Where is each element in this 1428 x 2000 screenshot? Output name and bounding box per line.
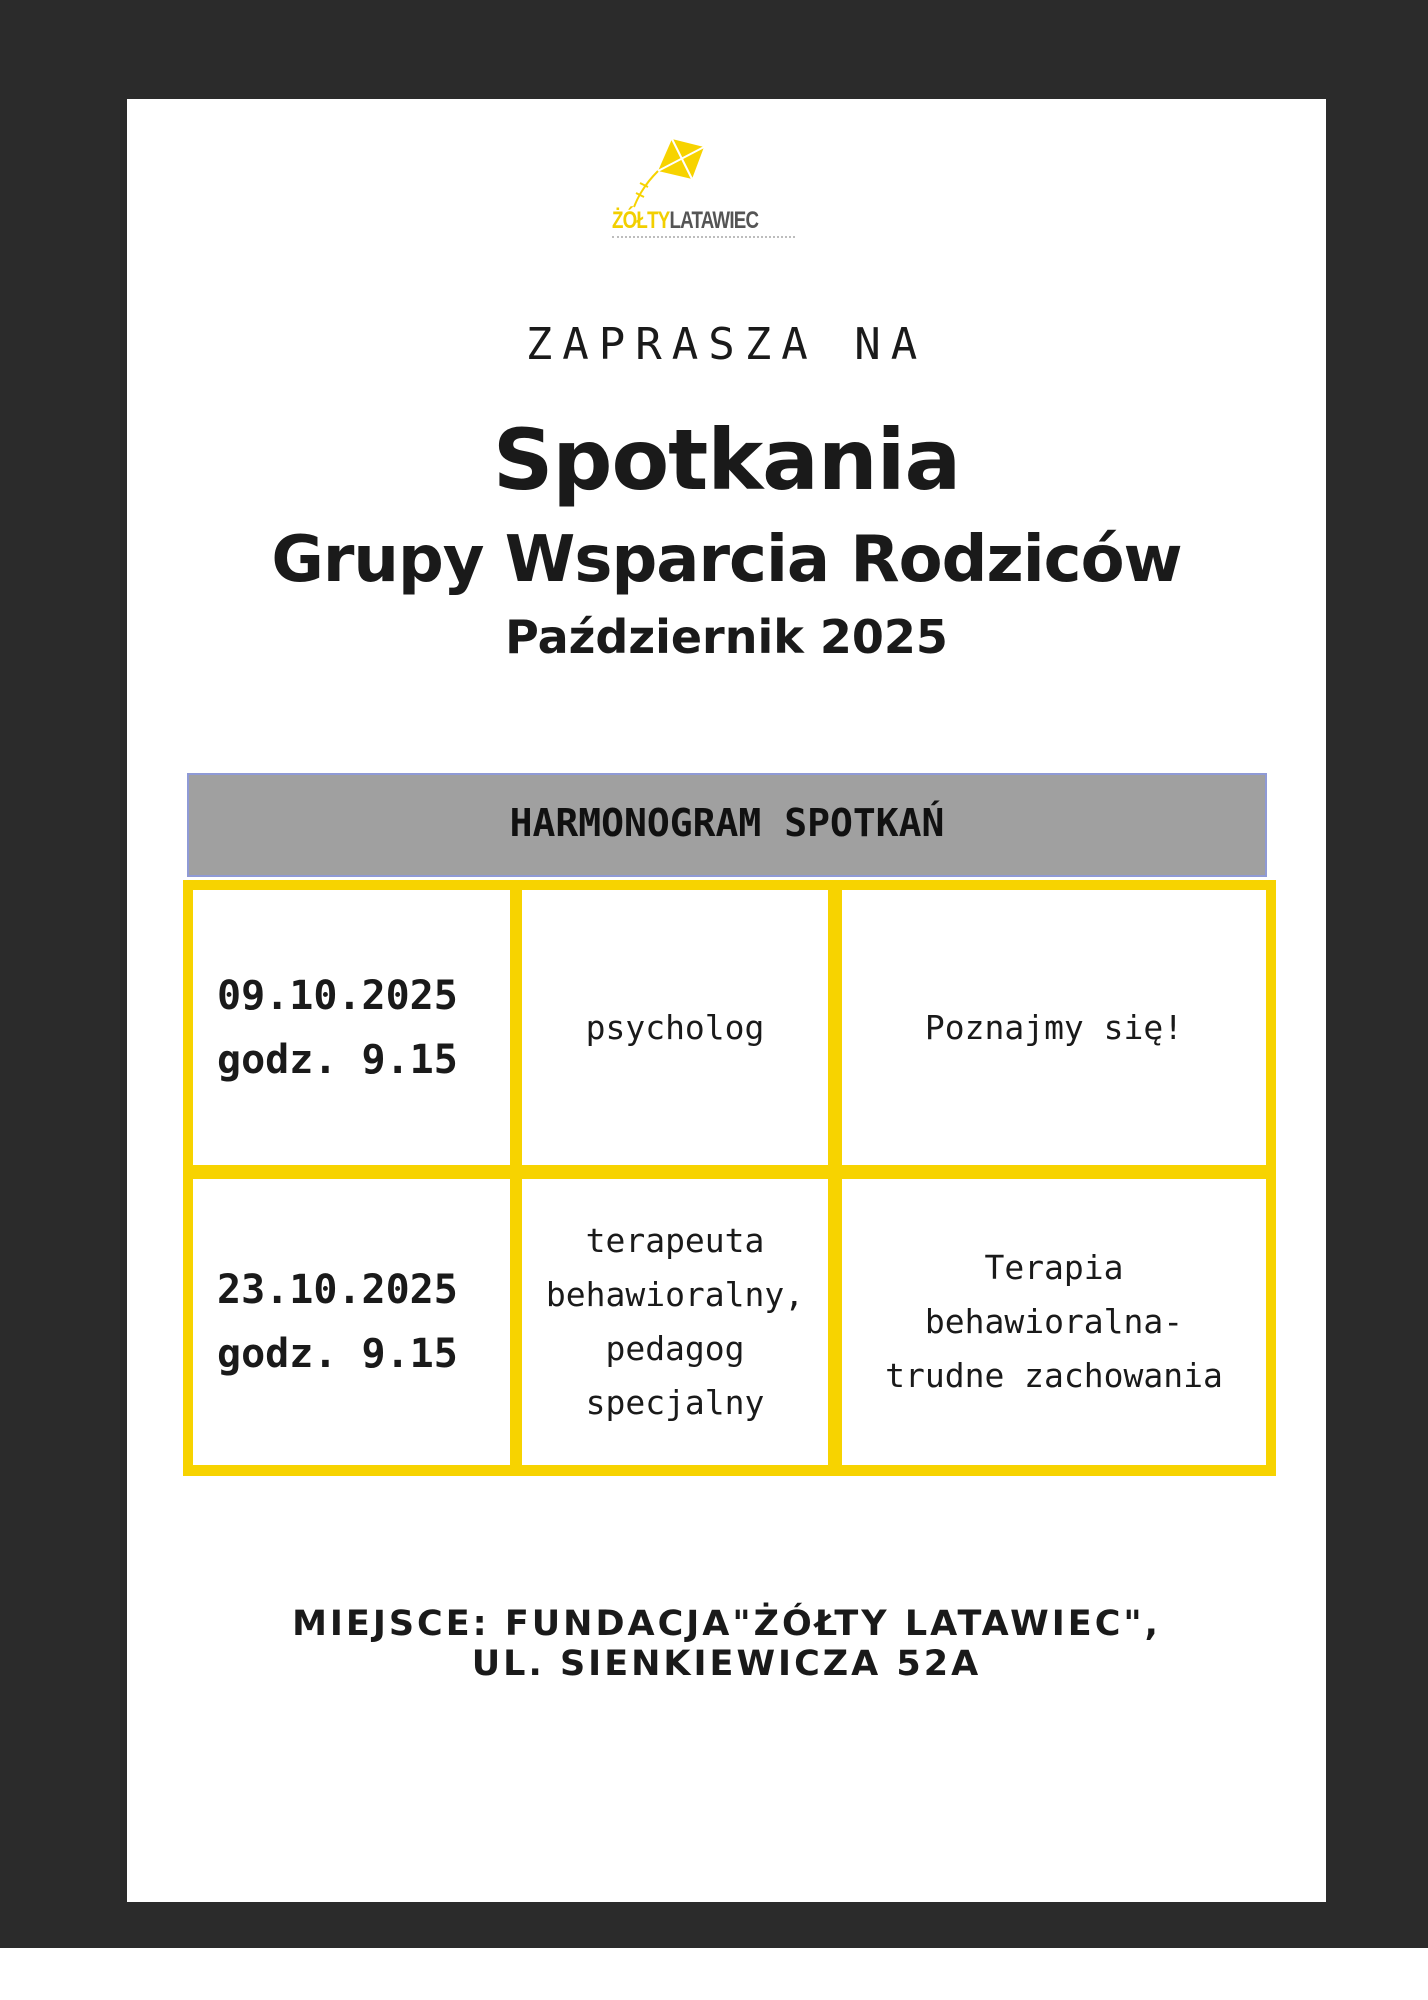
logo-underline [612, 236, 795, 238]
venue-footer [127, 1604, 1326, 1684]
row-2-topic-line: Terapia [984, 1248, 1124, 1287]
kite-icon [612, 131, 732, 211]
row-2-specialist-line: behawioralny, [545, 1275, 805, 1314]
logo [612, 131, 772, 241]
schedule-heading: HARMONOGRAM SPOTKAŃ [187, 773, 1267, 877]
row-2-specialist-line: terapeuta [585, 1221, 765, 1260]
logo-text-gray: LATAWIEC [669, 207, 759, 234]
row-2-specialist-cell [522, 1179, 828, 1465]
row-2-date-cell [193, 1179, 510, 1465]
schedule-table [183, 880, 1276, 1476]
invite-heading: ZAPRASZA NA [525, 319, 928, 370]
logo-wordmark [612, 207, 759, 235]
row-1-time: godz. 9.15 [217, 1036, 458, 1083]
row-1-specialist-line: psycholog [585, 1007, 765, 1047]
row-2-topic-line: behawioralna- [924, 1302, 1184, 1341]
row-1-topic-cell [842, 890, 1266, 1165]
row-2-specialist-line: pedagog [605, 1329, 745, 1368]
month-label: Październik 2025 [505, 610, 948, 664]
row-2-topic-cell [842, 1179, 1266, 1465]
row-1-topic-line: Poznajmy się! [924, 1007, 1184, 1047]
logo-text-yellow: ŻÓŁTY [612, 207, 670, 234]
row-2-topic-line: trudne zachowania [885, 1356, 1223, 1395]
row-1-date: 09.10.2025 [217, 972, 458, 1019]
row-1-specialist-cell [522, 890, 828, 1165]
venue-line-2: UL. SIENKIEWICZA 52A [471, 1644, 982, 1684]
row-2-time: godz. 9.15 [217, 1331, 458, 1377]
page-subtitle: Grupy Wsparcia Rodziców [271, 523, 1182, 597]
row-2-specialist-line: specjalny [585, 1383, 765, 1422]
poster-sheet [127, 99, 1326, 1902]
bottom-strip [0, 1948, 1428, 2000]
page-title: Spotkania [492, 411, 961, 509]
row-1-date-cell [193, 890, 510, 1165]
row-2-date: 23.10.2025 [217, 1267, 458, 1313]
venue-line-1: MIEJSCE: FUNDACJA"ŻÓŁTY LATAWIEC", [292, 1604, 1161, 1644]
